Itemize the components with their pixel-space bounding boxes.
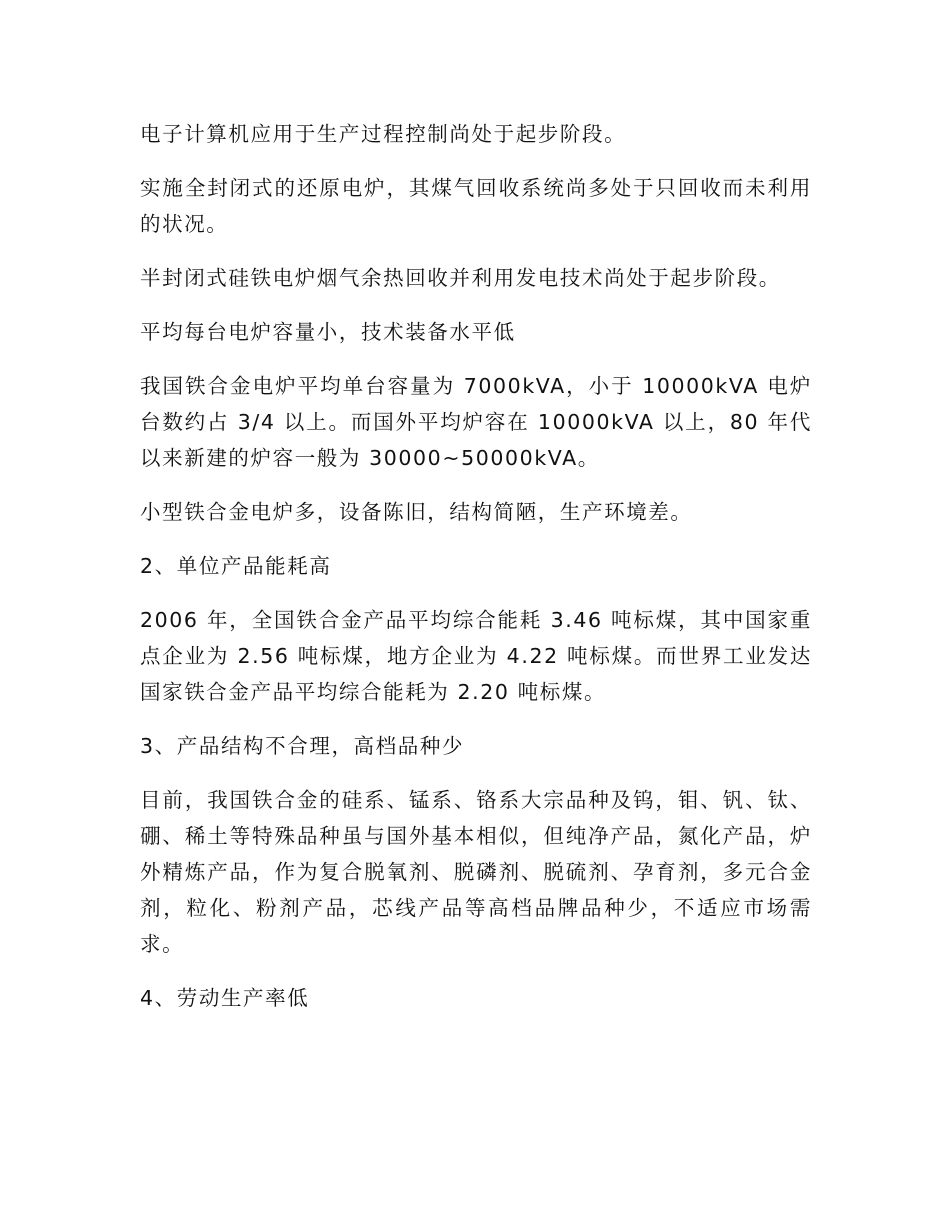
paragraph-waste-heat-power: 半封闭式硅铁电炉烟气余热回收并利用发电技术尚处于起步阶段。 xyxy=(140,266,781,290)
heading-product-structure: 3、产品结构不合理，高档品种少 xyxy=(140,734,465,758)
paragraph-computer-control: 电子计算机应用于生产过程控制尚处于起步阶段。 xyxy=(140,122,627,146)
paragraph-energy-stats: 2006 年，全国铁合金产品平均综合能耗 3.46 吨标煤，其中国家重点企业为 2.56 吨标煤，地方企业为 4.22 吨标煤。而世界工业发达国家铁合金产品平均综合能耗为 2.20 吨标煤。 xyxy=(140,608,812,704)
document-body xyxy=(140,116,812,1034)
paragraph-product-varieties: 目前，我国铁合金的硅系、锰系、铬系大宗品种及钨，钼、钒、钛、硼、稀土等特殊品种虽与国外基本相似，但纯净产品，氮化产品，炉外精炼产品，作为复合脱氧剂、脱磷剂、脱硫剂、孕育剂，多元合金剂，粒化、粉剂产品，芯线产品等高档品牌品种少，不适应市场需求。 xyxy=(140,788,812,956)
paragraph-capacity-stats: 我国铁合金电炉平均单台容量为 7000kVA，小于 10000kVA 电炉台数约占 3/4 以上。而国外平均炉容在 10000kVA 以上，80 年代以来新建的炉容一般为 30000~50000kVA。 xyxy=(140,374,812,470)
paragraph-closed-furnace-gas: 实施全封闭式的还原电炉，其煤气回收系统尚多处于只回收而未利用的状况。 xyxy=(140,176,812,236)
heading-labor-productivity: 4、劳动生产率低 xyxy=(140,986,310,1010)
paragraph-old-equipment: 小型铁合金电炉多，设备陈旧，结构简陋，生产环境差。 xyxy=(140,500,693,524)
paragraph-small-capacity: 平均每台电炉容量小，技术装备水平低 xyxy=(140,320,516,344)
heading-energy-consumption: 2、单位产品能耗高 xyxy=(140,554,332,578)
